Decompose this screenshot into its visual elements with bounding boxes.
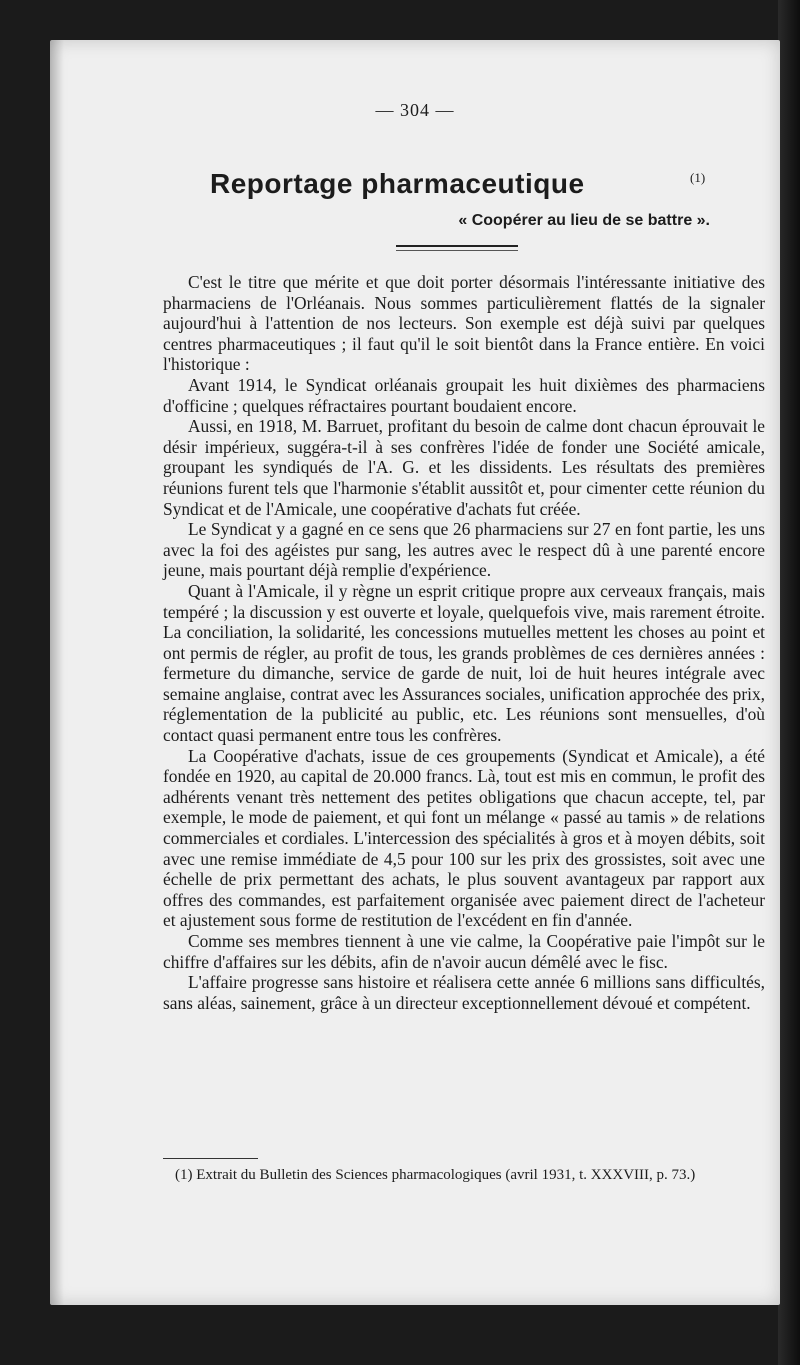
article-title: Reportage pharmaceutique bbox=[210, 168, 585, 199]
paragraph: Quant à l'Amicale, il y règne un esprit critique propre aux cerveaux français, mais tempéré ; la discussion y est ouverte et loyale, quelquefois vive, mais rarement étroite. La conciliation, la solidarité, les concessions mutuelles mettent les choses au point et ont permis de régler, au profit de tous, les grands problèmes de ces dernières années : fermeture du dimanche, service de garde de nuit, loi de huit heures intégrale avec semaine anglaise, contrat avec les Assurances sociales, unification approchée des prix, réglementation de la publicité au public, etc. Les réunions sont mensuelles, d'où contact quasi permanent entre tous les confrères. bbox=[163, 580, 765, 746]
footnote: (1) Extrait du Bulletin des Sciences pharmacologiques (avril 1931, t. XXXVIII, p. 73.) bbox=[175, 1167, 696, 1183]
footnote-divider bbox=[163, 1158, 258, 1159]
paragraph: Avant 1914, le Syndicat orléanais groupait les huit dixièmes des pharmaciens d'officine ; quelques réfractaires pourtant boudaient encore. bbox=[163, 374, 765, 416]
title-divider bbox=[396, 245, 518, 251]
scan-background-edge bbox=[778, 0, 800, 1365]
title-footnote-marker: (1) bbox=[690, 170, 706, 185]
paragraph: Le Syndicat y a gagné en ce sens que 26 pharmaciens sur 27 en font partie, les uns avec la foi des agéistes pur sang, les autres avec le respect dû à une parenté encore jeune, mais pourtant déjà remplie d'expérience. bbox=[163, 519, 765, 581]
document-page bbox=[50, 40, 780, 1305]
paragraph: Aussi, en 1918, M. Barruet, profitant du besoin de calme dont chacun éprouvait le désir impérieux, suggéra-t-il à ses confrères l'idée de fonder une Société amicale, groupant les syndiqués de l'A. G. et les dissidents. Les résultats des premières réunions furent tels que l'harmonie s'établit aussitôt et, pour cimenter cette réunion du Syndicat et de l'Amicale, une coopérative d'achats fut créée. bbox=[163, 416, 765, 519]
paragraph: La Coopérative d'achats, issue de ces groupements (Syndicat et Amicale), a été fondée en 1920, au capital de 20.000 francs. Là, tout est mis en commun, le profit des adhérents venant très nettement des petites obligations que chacun accepte, tel, par exemple, le mode de paiement, et qui font un mélange « passé au tamis » de relations commerciales et cordiales. L'intercession des spécialités à gros et à moyen débits, soit avec une remise immédiate de 4,5 pour 100 sur les prix des grossistes, soit avec une échelle de prix permettant des achats, le plus souvent avantageux par rapport aux offres des commandes, est parfaitement organisée avec paiement direct de l'acheteur et ajustement sous forme de restitution de l'excédent en fin d'année. bbox=[163, 745, 765, 931]
paragraph: Comme ses membres tiennent à une vie calme, la Coopérative paie l'impôt sur le chiffre d'affaires sur les débits, afin de n'avoir aucun démêlé avec le fisc. bbox=[163, 931, 765, 972]
article-subtitle: « Coopérer au lieu de se battre ». bbox=[458, 212, 710, 229]
page-number: — 304 — bbox=[375, 100, 455, 120]
paragraph: C'est le titre que mérite et que doit porter désormais l'intéressante initiative des pharmaciens de l'Orléanais. Nous sommes particulièrement flattés de la signaler aujourd'hui à l'attention de nos lecteurs. Son exemple est déjà suivi par quelques centres pharmaceutiques ; il faut qu'il le soit bientôt dans la France entière. En voici l'historique : bbox=[163, 272, 765, 375]
paragraph: L'affaire progresse sans histoire et réalisera cette année 6 millions sans difficultés, sans aléas, sainement, grâce à un directeur exceptionnellement dévoué et compétent. bbox=[163, 972, 765, 1013]
article-body bbox=[163, 272, 765, 1013]
